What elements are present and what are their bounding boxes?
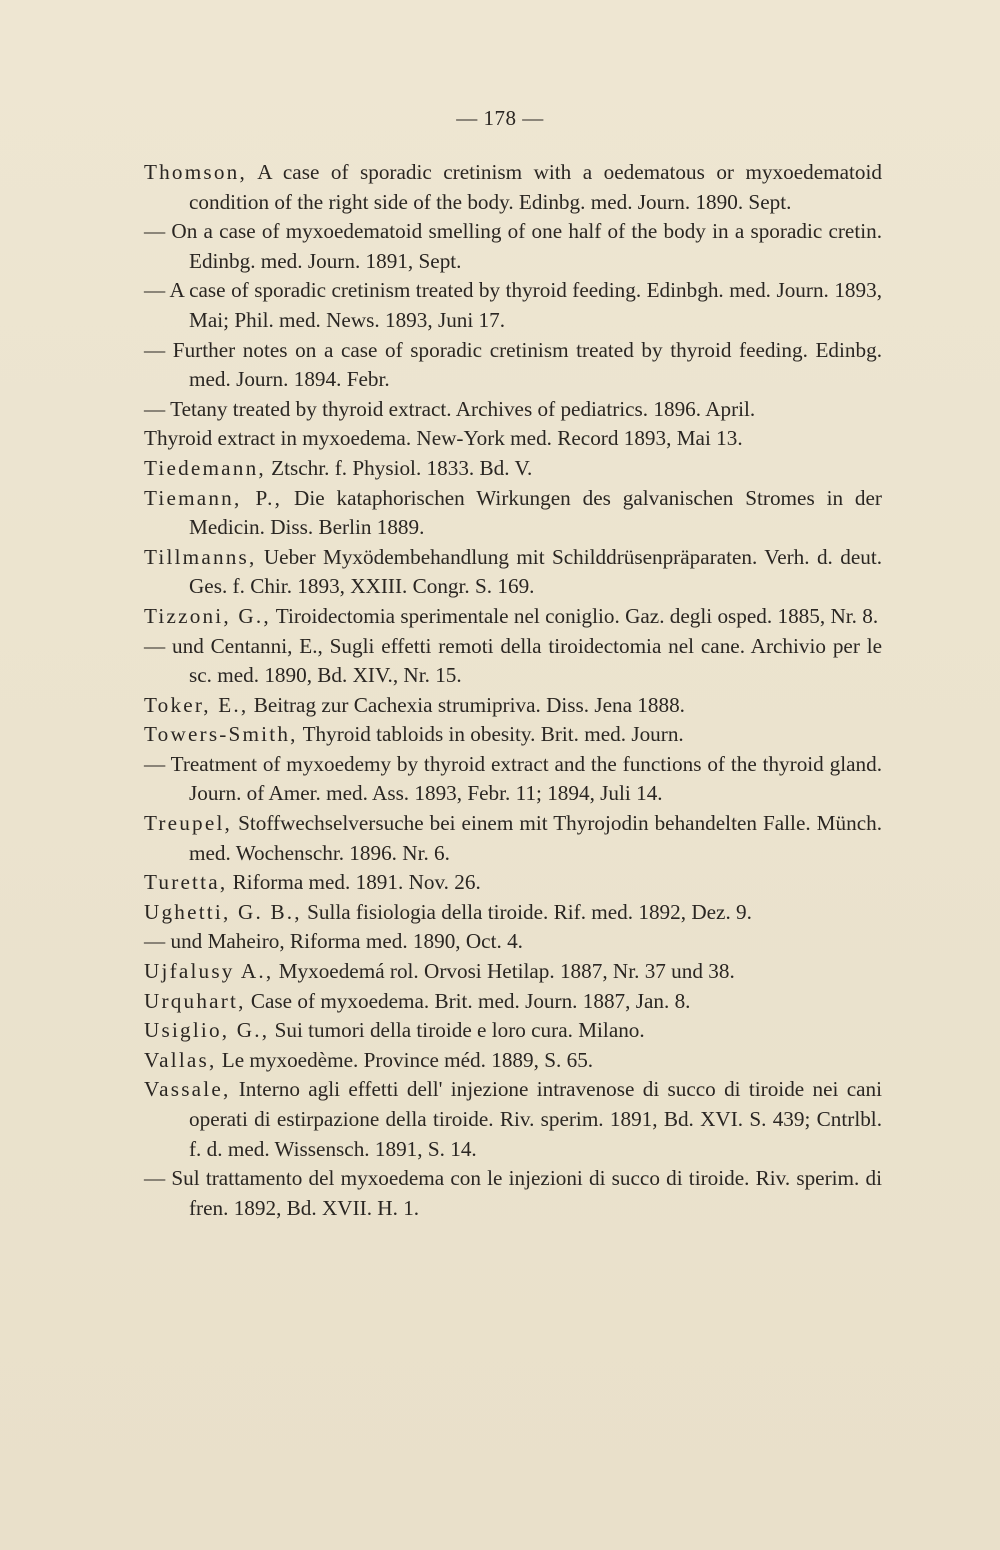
bibliography-entry [144, 217, 882, 276]
entry-text: Interno agli effetti dell' injezione intravenose di succo di tiroide nei cani operati di estirpazione della tiroide. Riv. sperim. 1891, Bd. XVI. S. 439; Cntrlbl. f. d. med. Wissensch. 1891, S. 14. [189, 1077, 882, 1161]
entry-author: Toker, E., [144, 692, 249, 717]
entry-author: Tizzoni, G., [144, 603, 271, 628]
entry-text: — und Centanni, E., Sugli effetti remoti della tiroidectomia nel cane. Archivio per le sc. med. 1890, Bd. XIV., Nr. 15. [144, 633, 882, 688]
bibliography-entry [144, 750, 882, 809]
entry-author: Ujfalusy A., [144, 959, 274, 984]
entry-author: Tiemann, P., [144, 485, 283, 510]
bibliography-entry [144, 957, 882, 987]
bibliography-entry [144, 336, 882, 395]
entry-text: Myxoedemá rol. Orvosi Hetilap. 1887, Nr. 37 und 38. [273, 959, 735, 984]
bibliography-entry [144, 158, 882, 217]
entry-text: Tiroidectomia sperimentale nel coniglio. Gaz. degli osped. 1885, Nr. 8. [270, 603, 879, 628]
entry-author: Treupel, [144, 811, 233, 836]
entry-author: Urquhart, [144, 988, 246, 1013]
bibliography-entry [144, 868, 882, 898]
bibliography-entry [144, 720, 882, 750]
entry-text: Ztschr. f. Physiol. 1833. Bd. V. [265, 455, 533, 480]
entry-author: Vallas, [144, 1047, 217, 1072]
entry-text: — Further notes on a case of sporadic cretinism treated by thyroid feeding. Edinbg. med. Journ. 1894. Febr. [144, 337, 882, 392]
entry-author: Towers-Smith, [144, 722, 298, 747]
bibliography-entry [144, 602, 882, 632]
entry-text: Le myxoedème. Province méd. 1889, S. 65. [216, 1047, 594, 1072]
entry-text: Thyroid extract in myxoedema. New-York med. Record 1893, Mai 13. [144, 426, 743, 451]
bibliography-entry [144, 424, 882, 454]
entry-text: — und Maheiro, Riforma med. 1890, Oct. 4. [144, 929, 523, 954]
entry-text: Beitrag zur Cachexia strumipriva. Diss. Jena 1888. [248, 692, 685, 717]
entry-author: Thomson, [144, 160, 247, 184]
entry-text: A case of sporadic cretinism with a oedematous or myxoedematoid condition of the right side of the body. Edinbg. med. Journ. 1890. Sept. [189, 160, 882, 214]
bibliography-entry [144, 454, 882, 484]
bibliography-entry [144, 1046, 882, 1076]
bibliography-list [144, 158, 882, 1223]
entry-text: Die kataphorischen Wirkungen des galvanischen Stromes in der Medicin. Diss. Berlin 1889. [189, 485, 882, 540]
bibliography-entry [144, 1016, 882, 1046]
entry-text: — Tetany treated by thyroid extract. Archives of pediatrics. 1896. April. [144, 396, 756, 421]
entry-text: — A case of sporadic cretinism treated by thyroid feeding. Edinbgh. med. Journ. 1893, Mai; Phil. med. News. 1893, Juni 17. [144, 278, 882, 332]
bibliography-entry [144, 927, 882, 957]
bibliography-entry [144, 632, 882, 691]
entry-text: — On a case of myxoedematoid smelling of one half of the body in a sporadic cretin. Edinbg. med. Journ. 1891, Sept. [144, 219, 882, 273]
bibliography-entry [144, 484, 882, 543]
bibliography-entry [144, 691, 882, 721]
bibliography-entry [144, 898, 882, 928]
entry-author: Tillmanns, [144, 544, 257, 569]
entry-author: Tiedemann, [144, 455, 266, 480]
entry-author: Turetta, [144, 870, 228, 895]
entry-text: Sui tumori della tiroide e loro cura. Milano. [269, 1018, 645, 1043]
entry-text: Stoffwechselversuche bei einem mit Thyrojodin behandelten Falle. Münch. med. Wochenschr. 1896. Nr. 6. [189, 811, 882, 865]
entry-author: Vassale, [144, 1077, 231, 1102]
entry-text: Thyroid tabloids in obesity. Brit. med. Journ. [297, 722, 684, 747]
entry-text: Riforma med. 1891. Nov. 26. [227, 870, 481, 895]
bibliography-entry [144, 987, 882, 1017]
bibliography-entry [144, 543, 882, 602]
bibliography-entry [144, 809, 882, 868]
bibliography-entry [144, 1075, 882, 1164]
entry-author: Usiglio, G., [144, 1018, 270, 1043]
entry-text: Case of myxoedema. Brit. med. Journ. 1887, Jan. 8. [245, 988, 691, 1013]
entry-text: — Sul trattamento del myxoedema con le injezioni di succo di tiroide. Riv. sperim. di fren. 1892, Bd. XVII. H. 1. [144, 1166, 882, 1220]
page-number: — 178 — [456, 106, 544, 130]
entry-text: Ueber Myxödembehandlung mit Schilddrüsenpräparaten. Verh. d. deut. Ges. f. Chir. 1893, XXIII. Congr. S. 169. [189, 544, 882, 599]
bibliography-entry [144, 1164, 882, 1223]
entry-author: Ughetti, G. B., [144, 899, 302, 924]
bibliography-entry [144, 276, 882, 335]
bibliography-entry [144, 395, 882, 425]
entry-text: Sulla fisiologia della tiroide. Rif. med. 1892, Dez. 9. [301, 899, 752, 924]
entry-text: — Treatment of myxoedemy by thyroid extract and the functions of the thyroid gland. Journ. of Amer. med. Ass. 1893, Febr. 11; 1894, Juli 14. [144, 751, 882, 806]
